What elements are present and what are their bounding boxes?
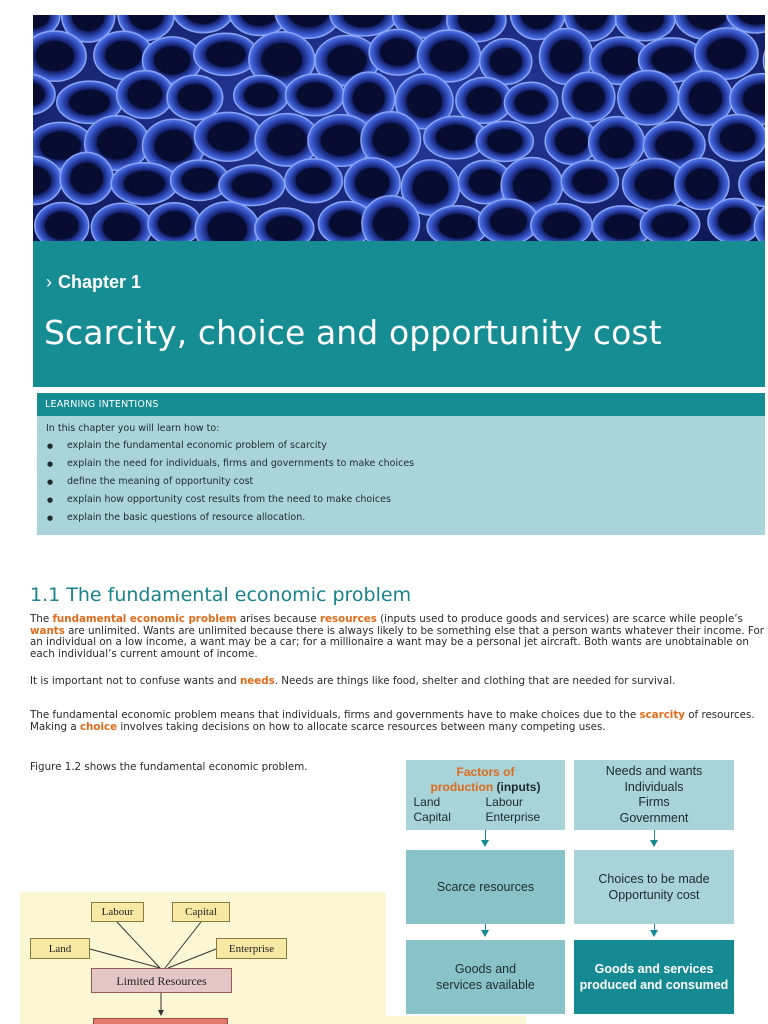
list-item: ● explain the need for individuals, firms and governments to make choices <box>46 455 765 473</box>
choices-box <box>574 850 734 924</box>
firms-label: Firms <box>638 795 670 809</box>
chevron-right-icon: › <box>46 272 52 292</box>
key-term: scarcity <box>639 709 685 721</box>
chapter-cover-photo <box>33 15 765 241</box>
goods-label: services available <box>436 978 535 992</box>
enterprise-box: Enterprise <box>216 938 287 959</box>
text: arises because <box>236 613 320 625</box>
goods-available-box <box>406 940 565 1014</box>
paragraph-scarcity <box>30 710 768 733</box>
pipes-photo-illustration <box>33 15 765 241</box>
learning-intentions-heading: LEARNING INTENTIONS <box>37 393 765 416</box>
factors-of-production-box <box>406 760 565 830</box>
text: of resources. Making a <box>30 709 755 733</box>
paragraph-resources <box>30 614 768 660</box>
diagram-next-box <box>93 1018 228 1024</box>
paragraph-needs <box>30 676 768 688</box>
text: are unlimited. Wants are unlimited because there is always likely to be something else that a person wants whatever their income. For an individual on a low income, a want may be a car; for a millionaire a want may be a personal jet aircraft. Both wants are unobtainable on each individual’s current amount of income. <box>30 624 764 660</box>
arrow-down-icon <box>650 930 658 937</box>
choices-label: Choices to be made <box>598 872 710 886</box>
key-term: wants <box>30 624 65 637</box>
goods-label: produced and consumed <box>579 978 729 992</box>
goods-label: Goods and <box>454 962 517 976</box>
resources-diagram <box>20 892 386 1024</box>
opportunity-cost-label: Opportunity cost <box>608 888 700 902</box>
limited-resources-box: Limited Resources <box>91 968 232 993</box>
key-term: fundamental economic problem <box>52 613 237 625</box>
needs-and-wants-box <box>574 760 734 830</box>
land-box: Land <box>30 938 90 959</box>
needs-title: Needs and wants <box>605 764 703 778</box>
text: It is important not to confuse wants and <box>30 675 240 687</box>
text: The fundamental economic problem means that individuals, firms and governments have to make choices due to the <box>30 709 640 721</box>
list-item: ● explain the fundamental economic problem of scarcity <box>46 437 765 455</box>
enterprise-label: Enterprise <box>485 810 541 824</box>
learning-intentions-list <box>46 437 765 527</box>
diagram-background-strip <box>386 1016 526 1024</box>
list-item: ● explain how opportunity cost results from the need to make choices <box>46 491 765 509</box>
capital-box: Capital <box>172 902 230 922</box>
arrow-down-icon <box>650 840 658 847</box>
goods-produced-box <box>574 940 734 1014</box>
land-label: Land <box>413 795 441 809</box>
key-term: resources <box>319 613 377 625</box>
learning-intentions-box <box>37 416 765 535</box>
arrow-down-icon <box>481 840 489 847</box>
arrow-down-icon <box>481 930 489 937</box>
text: The <box>30 613 53 625</box>
key-term: choice <box>79 720 118 733</box>
chapter-header <box>33 241 765 387</box>
factors-title: production <box>430 780 494 794</box>
section-heading: 1.1 The fundamental economic problem <box>30 584 412 606</box>
text: involves taking decisions on how to allocate scarce resources between many competing uses. <box>117 720 606 733</box>
text: (inputs used to produce goods and services) are scarce while people’s <box>376 613 743 625</box>
individuals-label: Individuals <box>624 779 684 794</box>
factors-title: Factors of <box>456 765 515 779</box>
key-term: needs <box>239 675 275 687</box>
chapter-title: Scarcity, choice and opportunity cost <box>44 313 662 352</box>
text: . Needs are things like food, shelter and clothing that are needed for survival. <box>274 675 676 687</box>
chapter-label: › Chapter 1 <box>46 272 142 292</box>
list-item: ● define the meaning of opportunity cost <box>46 473 765 491</box>
labour-label: Labour <box>485 795 523 809</box>
scarce-resources-box: Scarce resources <box>406 850 565 924</box>
goods-label: Goods and services <box>594 962 714 976</box>
government-label: Government <box>619 810 689 825</box>
fundamental-problem-flow-diagram <box>406 760 737 1014</box>
list-item: ● explain the basic questions of resource allocation. <box>46 509 765 527</box>
capital-label: Capital <box>413 810 451 824</box>
inputs-label: (inputs) <box>493 780 541 794</box>
learning-intentions-intro: In this chapter you will learn how to: <box>46 423 220 434</box>
figure-caption: Figure 1.2 shows the fundamental economic problem. <box>30 761 308 773</box>
labour-box: Labour <box>91 902 144 922</box>
